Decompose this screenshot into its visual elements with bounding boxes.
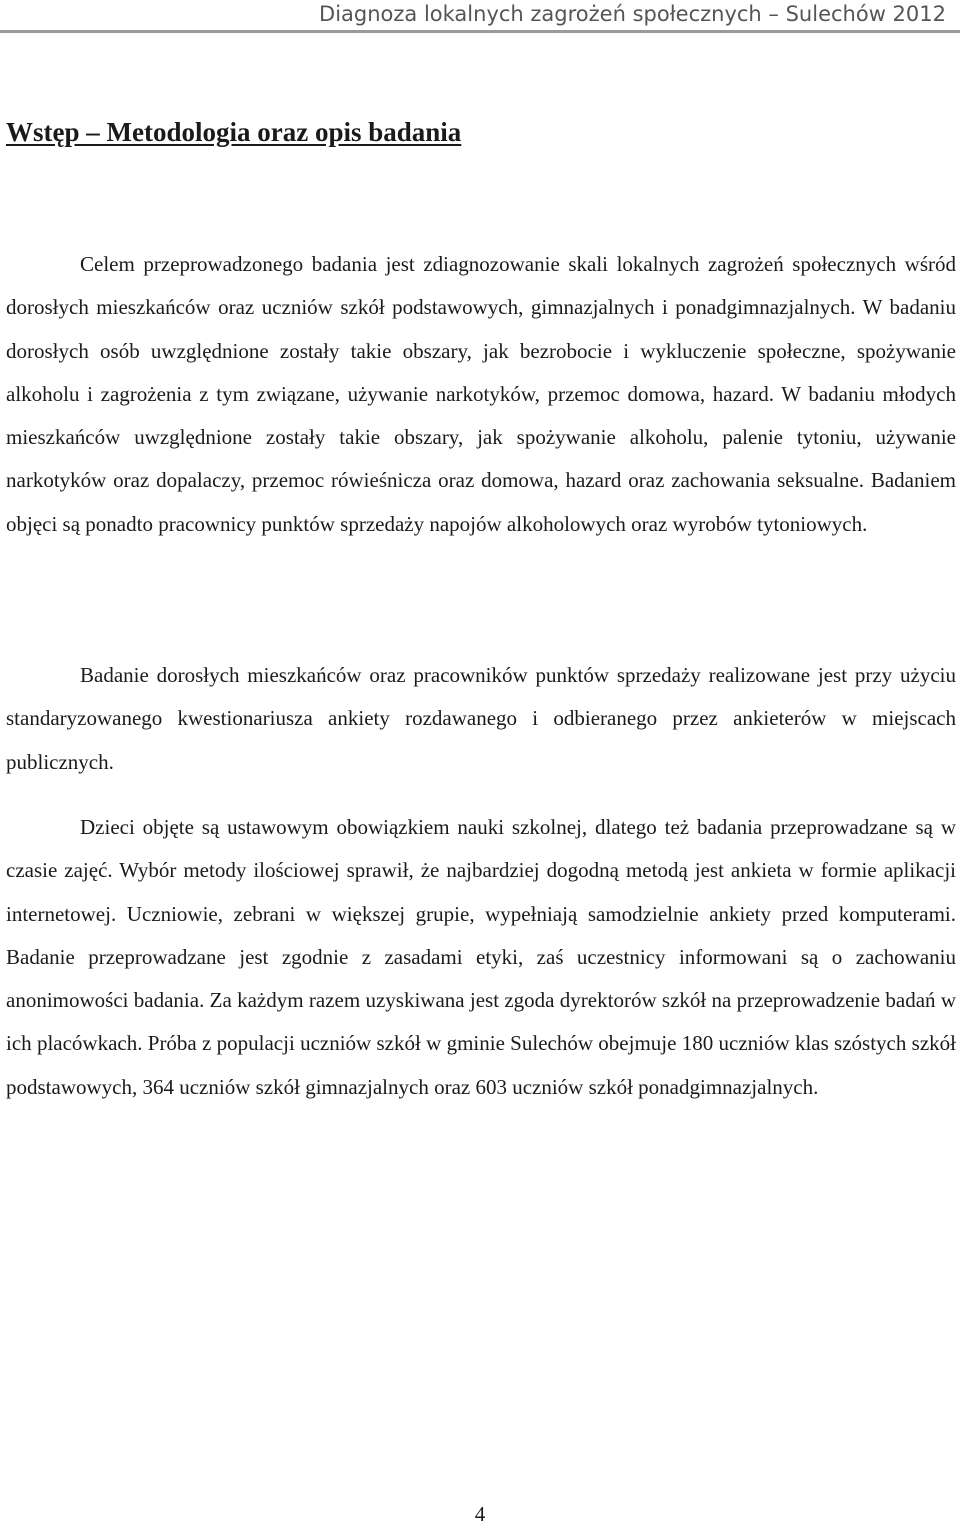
header-divider <box>0 30 960 33</box>
page-number: 4 <box>474 1502 486 1526</box>
paragraph-adult-survey: Badanie dorosłych mieszkańców oraz pracowników punktów sprzedaży realizowane jest przy użyciu standaryzowanego kwestionariusza ankiety rozdawanego i odbieranego przez ankieterów w miejscach publicznych. <box>6 663 956 774</box>
paragraph-student-survey: Dzieci objęte są ustawowym obowiązkiem nauki szkolnej, dlatego też badania przeprowadzane są w czasie zajęć. Wybór metody ilościowej sprawił, że najbardziej dogodną metodą jest ankieta w formie aplikacji internetowej. Uczniowie, zebrani w większej grupie, wypełniają samodzielnie ankiety przed komputerami. Badanie przeprowadzane jest zgodnie z zasadami etyki, zaś uczestnicy informowani są o zachowaniu anonimowości badania. Za każdym razem uzyskiwana jest zgoda dyrektorów szkół na przeprowadzenie badań w ich placówkach. Próba z populacji uczniów szkół w gminie Sulechów obejmuje 180 uczniów klas szóstych szkół podstawowych, 364 uczniów szkół gimnazjalnych oraz 603 uczniów szkół ponadgimnazjalnych. <box>6 815 956 1099</box>
section-title: Wstęp – Metodologia oraz opis badania <box>6 117 462 147</box>
paragraph-study-goals: Celem przeprowadzonego badania jest zdiagnozowanie skali lokalnych zagrożeń społecznych wśród dorosłych mieszkańców oraz uczniów szkół podstawowych, gimnazjalnych i ponadgimnazjalnych. W badaniu dorosłych osób uwzględnione zostały takie obszary, jak bezrobocie i wykluczenie społeczne, spożywanie alkoholu i zagrożenia z tym związane, używanie narkotyków, przemoc domowa, hazard. W badaniu młodych mieszkańców uwzględnione zostały takie obszary, jak spożywanie alkoholu, palenie tytoniu, używanie narkotyków oraz dopalaczy, przemoc rówieśnicza oraz domowa, hazard oraz zachowania seksualne. Badaniem objęci są ponadto pracownicy punktów sprzedaży napojów alkoholowych oraz wyrobów tytoniowych. <box>6 252 956 536</box>
running-header: Diagnoza lokalnych zagrożeń społecznych – Sulechów 2012 <box>319 2 946 26</box>
